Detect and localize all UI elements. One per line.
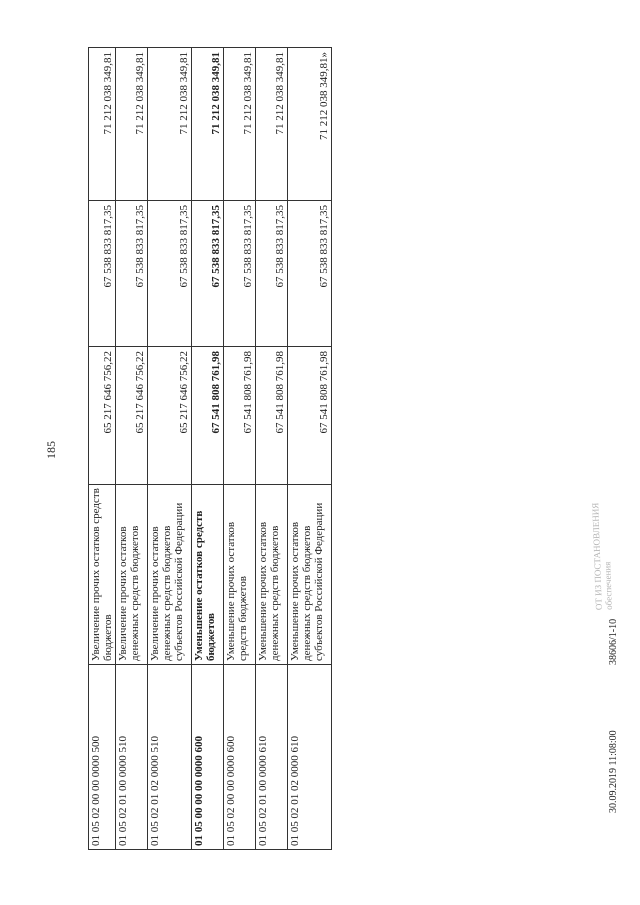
budget-sources-table xyxy=(88,47,332,850)
value-2019-cell: 67 538 833 817,35 xyxy=(89,201,116,347)
footer-doc-id: 38606/1-10 xyxy=(608,618,619,665)
code-cell: 01 05 02 00 00 0000 500 xyxy=(89,665,116,850)
value-2019-cell: 67 538 833 817,35 xyxy=(288,201,332,347)
name-cell: Уменьшение остатков средств бюджетов xyxy=(192,485,224,665)
value-2019-cell: 67 538 833 817,35 xyxy=(148,201,192,347)
code-cell: 01 05 02 00 00 0000 600 xyxy=(224,665,256,850)
footer-timestamp: 30.09.2019 11:08:00 xyxy=(608,730,619,813)
value-2020-cell: 71 212 038 349,81 xyxy=(224,48,256,201)
value-2020-cell: 71 212 038 349,81» xyxy=(288,48,332,201)
value-2019-cell: 67 538 833 817,35 xyxy=(192,201,224,347)
name-cell: Уменьшение прочих остатков средств бюджетов xyxy=(224,485,256,665)
value-2018-cell: 67 541 808 761,98 xyxy=(288,347,332,485)
value-2020-cell: 71 212 038 349,81 xyxy=(89,48,116,201)
table-row xyxy=(192,48,224,850)
value-2018-cell: 67 541 808 761,98 xyxy=(192,347,224,485)
faded-stamp xyxy=(590,502,614,610)
value-2020-cell: 71 212 038 349,81 xyxy=(192,48,224,201)
stamp-line: ОТ ИЗ ПОСТАНОВЛЕНИЯ xyxy=(590,502,604,611)
value-2020-cell: 71 212 038 349,81 xyxy=(148,48,192,201)
table-body xyxy=(89,48,332,850)
table-row xyxy=(116,48,148,850)
name-cell: Уменьшение прочих остатков денежных средств бюджетов xyxy=(256,485,288,665)
name-cell: Увеличение прочих остатков средств бюджетов xyxy=(89,485,116,665)
value-2019-cell: 67 538 833 817,35 xyxy=(116,201,148,347)
table-row xyxy=(288,48,332,850)
name-cell: Увеличение прочих остатков денежных средств бюджетов субъектов Российской Федерации xyxy=(148,485,192,665)
code-cell: 01 05 02 01 00 0000 510 xyxy=(116,665,148,850)
value-2018-cell: 67 541 808 761,98 xyxy=(224,347,256,485)
table-row xyxy=(256,48,288,850)
value-2018-cell: 65 217 646 756,22 xyxy=(116,347,148,485)
value-2019-cell: 67 538 833 817,35 xyxy=(224,201,256,347)
value-2020-cell: 71 212 038 349,81 xyxy=(116,48,148,201)
name-cell: Увеличение прочих остатков денежных средств бюджетов xyxy=(116,485,148,665)
value-2020-cell: 71 212 038 349,81 xyxy=(256,48,288,201)
value-2018-cell: 65 217 646 756,22 xyxy=(148,347,192,485)
code-cell: 01 05 00 00 00 0000 600 xyxy=(192,665,224,850)
code-cell: 01 05 02 01 02 0000 510 xyxy=(148,665,192,850)
value-2018-cell: 65 217 646 756,22 xyxy=(89,347,116,485)
stamp-line: обеспечения xyxy=(602,561,614,610)
page-number: 185 xyxy=(44,441,58,459)
value-2018-cell: 67 541 808 761,98 xyxy=(256,347,288,485)
table-row xyxy=(148,48,192,850)
code-cell: 01 05 02 01 00 0000 610 xyxy=(256,665,288,850)
value-2019-cell: 67 538 833 817,35 xyxy=(256,201,288,347)
table-row xyxy=(89,48,116,850)
table-row xyxy=(224,48,256,850)
code-cell: 01 05 02 01 02 0000 610 xyxy=(288,665,332,850)
name-cell: Уменьшение прочих остатков денежных средств бюджетов субъектов Российской Федерации xyxy=(288,485,332,665)
